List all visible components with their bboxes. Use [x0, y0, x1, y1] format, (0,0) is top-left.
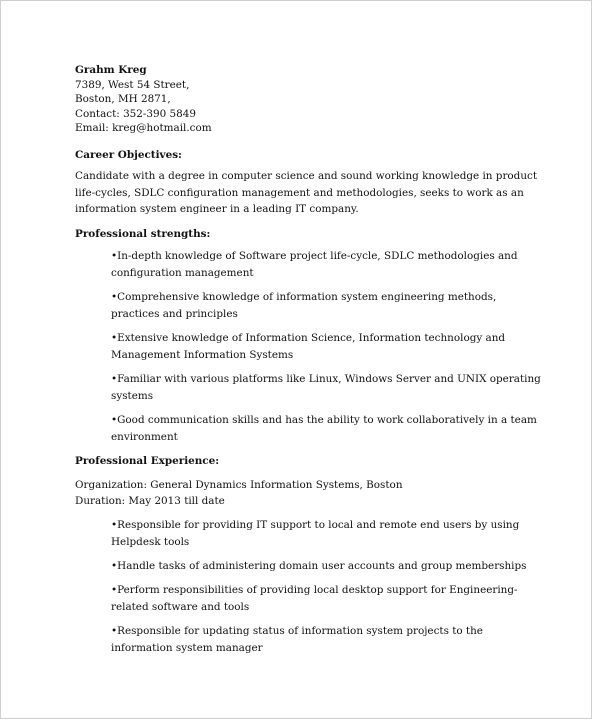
organization-line: Organization: General Dynamics Information Systems, Boston	[75, 478, 403, 491]
candidate-name: Grahm Kreg	[75, 64, 147, 76]
experience-item: •Responsible for providing IT support to local and remote end users by using Helpdesk tools	[111, 518, 520, 548]
strength-item: •Good communication skills and has the ability to work collaboratively in a team environment	[111, 414, 537, 444]
professional-strengths-heading: Professional strengths:	[75, 227, 211, 240]
city-address: Boston, MH 2871,	[75, 93, 171, 105]
contact-phone: Contact: 352-390 5849	[75, 107, 196, 120]
strength-item: •Comprehensive knowledge of information system engineering methods, practices and principles	[111, 291, 497, 321]
strength-item: •In-depth knowledge of Software project life-cycle, SDLC methodologies and configuration management	[111, 250, 518, 280]
experience-list	[75, 517, 541, 657]
experience-item: •Handle tasks of administering domain user accounts and group memberships	[111, 559, 527, 572]
experience-item: •Perform responsibilities of providing local desktop support for Engineering-related software and tools	[111, 583, 518, 613]
contact-email: Email: kreg@hotmail.com	[75, 122, 212, 134]
resume-content	[75, 63, 545, 657]
strengths-list	[75, 248, 541, 446]
strength-item: •Familiar with various platforms like Linux, Windows Server and UNIX operating systems	[111, 373, 541, 403]
professional-experience-heading: Professional Experience:	[75, 455, 220, 468]
career-objectives-text: Candidate with a degree in computer science and sound working knowledge in product life-cycles, SDLC configuration management and methodologies, seeks to work as an information system engineer in a leading IT company.	[75, 170, 538, 216]
career-objectives-heading: Career Objectives:	[75, 148, 182, 161]
street-address: 7389, West 54 Street,	[75, 78, 190, 91]
duration-line: Duration: May 2013 till date	[75, 495, 225, 508]
experience-item: •Responsible for updating status of information system projects to the information system manager	[111, 624, 483, 654]
experience-details	[75, 477, 545, 510]
strength-item: •Extensive knowledge of Information Science, Information technology and Management Information Systems	[111, 332, 506, 362]
contact-block	[75, 63, 545, 136]
